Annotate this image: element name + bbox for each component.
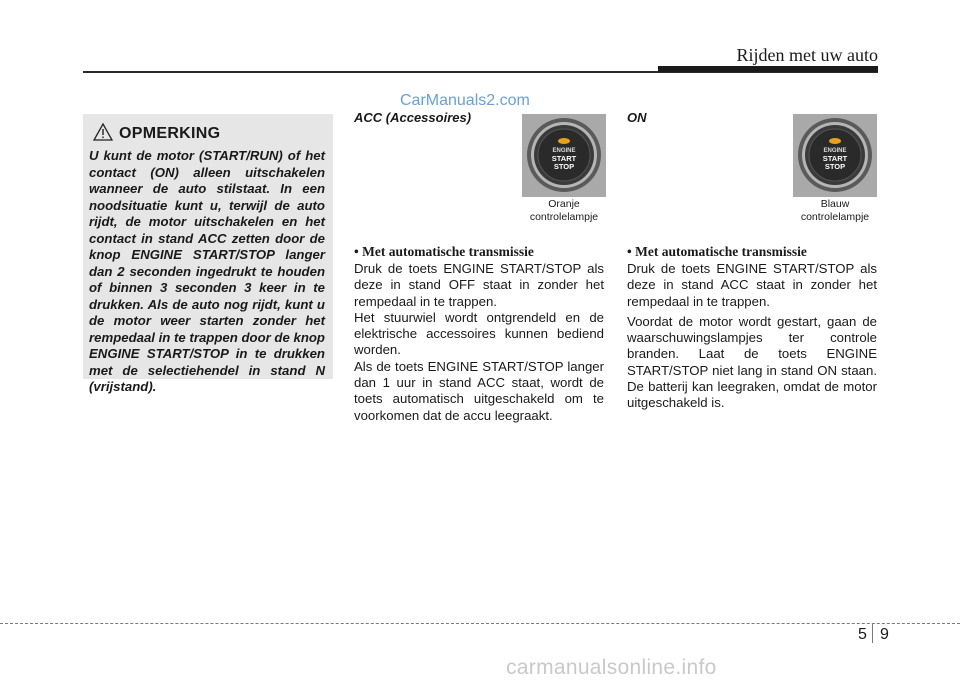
note-box xyxy=(83,114,333,394)
note-header xyxy=(93,122,325,146)
header-rule-accent xyxy=(658,66,878,72)
page-number-separator xyxy=(872,623,873,643)
acc-btn-line-3: STOP xyxy=(553,162,575,171)
footer-rule xyxy=(0,623,960,624)
acc-paragraph-2: Het stuurwiel wordt ontgrendeld en de elektrische accessoires kunnen bediend worden. xyxy=(354,309,604,358)
on-section xyxy=(627,110,877,411)
acc-section xyxy=(354,110,604,423)
note-title: OPMERKING xyxy=(119,125,221,142)
note-body: U kunt de motor (START/RUN) of het contact (ON) alleen uitschakelen wanneer de auto stilstaat. In een noodsituatie kunt u, terwijl de auto rijdt, de motor uitschakelen en het contact in stand ACC zetten door de knop ENGINE START/STOP langer dan 2 seconden ingedrukt te houden of binnen 3 seconden 3 keer in te drukken. Als de auto nog rijdt, kunt u de motor weer starten zonder het rempedaal in te trappen door de knop ENGINE START/STOP in te drukken met de selectiehendel in stand N (vrijstand). xyxy=(89,148,325,394)
chapter-number: 5 xyxy=(858,626,867,643)
on-paragraph-2: Voordat de motor wordt gestart, gaan de waarschuwingslampjes ter controle branden. Laat de toets ENGINE START/STOP niet lang in stand ON staan. De batterij kan leegraken, omdat de motor uitgeschakeld is. xyxy=(627,313,877,411)
on-button-image xyxy=(793,114,877,197)
on-indicator-lamp xyxy=(829,138,841,144)
acc-indicator-lamp xyxy=(558,138,570,144)
acc-subheading: • Met automatische transmissie xyxy=(354,244,534,259)
on-subheading: • Met automatische transmissie xyxy=(627,244,807,259)
on-caption-line-1: Blauw xyxy=(820,198,850,210)
acc-caption xyxy=(522,197,606,223)
on-btn-line-3: STOP xyxy=(824,162,846,171)
on-heading: ON xyxy=(627,110,647,125)
warning-icon xyxy=(93,123,113,146)
acc-paragraph-3: Als de toets ENGINE START/STOP langer dan 1 uur in stand ACC staat, wordt de toets automatisch uitgeschakeld om te voorkomen dat de accu leegraakt. xyxy=(354,358,604,423)
header-title: Rijden met uw auto xyxy=(736,45,878,65)
acc-caption-line-2: controlelampje xyxy=(529,210,599,223)
watermark-top: CarManuals2.com xyxy=(400,92,530,109)
on-caption-line-2: controlelampje xyxy=(800,210,870,223)
on-caption xyxy=(793,197,877,223)
on-btn-line-1: ENGINE xyxy=(823,148,847,154)
acc-btn-line-2: START xyxy=(551,154,577,163)
on-btn-line-2: START xyxy=(822,154,848,163)
engine-start-stop-button-icon xyxy=(793,114,877,197)
on-paragraph-1: Druk de toets ENGINE START/STOP als deze in stand ACC staat in zonder het rempedaal in te trappen. xyxy=(627,261,877,309)
acc-heading: ACC (Accessoires) xyxy=(354,110,472,125)
acc-caption-line-1: Oranje xyxy=(548,198,580,210)
page-number: 9 xyxy=(880,626,889,643)
acc-paragraphs xyxy=(354,261,604,428)
watermark-footer: carmanualsonline.info xyxy=(506,656,717,679)
on-paragraphs xyxy=(627,261,877,416)
acc-button-image xyxy=(522,114,606,197)
acc-paragraph-1: Druk de toets ENGINE START/STOP als deze in stand OFF staat in zonder het rempedaal in te trappen. xyxy=(354,261,604,309)
acc-btn-line-1: ENGINE xyxy=(552,148,576,154)
engine-start-stop-button-icon xyxy=(522,114,606,197)
